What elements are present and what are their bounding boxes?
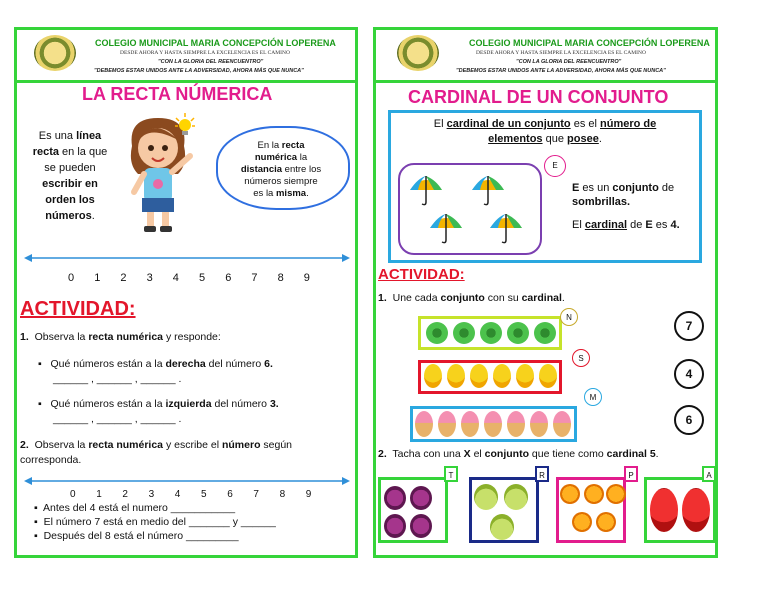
set-e-label: E — [544, 155, 566, 177]
icecream-icon — [415, 411, 433, 437]
chick-icon — [470, 364, 488, 388]
icecream-icon — [530, 411, 548, 437]
clover-icon — [507, 322, 529, 344]
strawberry-icon — [682, 488, 710, 532]
cardinal-7[interactable]: 7 — [674, 311, 704, 341]
icecream-icon — [484, 411, 502, 437]
left-slogan-1: "CON LA GLORIA DEL REENCUENTRO" — [158, 59, 264, 65]
tick-label-5: 5 — [199, 272, 206, 284]
pear-icon — [504, 484, 528, 510]
tick-label-6: 6 — [227, 489, 233, 500]
icecream-icon — [438, 411, 456, 437]
icecream-icon — [507, 411, 525, 437]
tick-label-9: 9 — [303, 272, 310, 284]
set-n-label: N — [560, 308, 578, 326]
chick-icon — [493, 364, 511, 388]
question-1: 1. Observa la recta numérica y responde: — [20, 331, 221, 343]
right-school-name: COLEGIO MUNICIPAL MARIA CONCEPCIÓN LOPERENA — [469, 38, 710, 48]
left-school-logo — [34, 35, 76, 71]
orange-icon — [572, 512, 592, 532]
clover-icon — [480, 322, 502, 344]
left-motto: DESDE AHORA Y HASTA SIEMPRE LA EXCELENCIA ES EL CAMINO — [120, 50, 290, 56]
question-1a: ▪ Qué números están a la derecha del número 6. — [38, 358, 273, 370]
number-line-main — [24, 250, 350, 266]
right-slogan-2: "DEBEMOS ESTAR UNIDOS ANTE LA ADVERSIDAD, AHORA MÁS QUE NUNCA" — [456, 68, 666, 74]
right-activity-heading: ACTIVIDAD: — [378, 266, 465, 283]
tick-label-4: 4 — [172, 272, 179, 284]
chick-icon — [516, 364, 534, 388]
orange-icon — [606, 484, 626, 504]
grape-icon — [384, 486, 406, 510]
tick-label-1: 1 — [96, 489, 102, 500]
question-1b: ▪ Qué números están a la izquierda del número 3. — [38, 398, 279, 410]
right-school-logo — [397, 35, 439, 71]
clover-icon — [426, 322, 448, 344]
tick-label-1: 1 — [94, 272, 101, 284]
tick-label-5: 5 — [201, 489, 207, 500]
right-motto: DESDE AHORA Y HASTA SIEMPRE LA EXCELENCIA ES EL CAMINO — [476, 50, 646, 56]
right-title: CARDINAL DE UN CONJUNTO — [408, 87, 669, 107]
cloud-text: En la recta numérica la distancia entre los números siempre es la misma. — [240, 140, 322, 199]
tick-label-2: 2 — [120, 272, 127, 284]
tick-label-0: 0 — [70, 489, 76, 500]
fill-blank-1[interactable]: ▪ Antes del 4 está el numero ___________ — [34, 502, 236, 514]
umbrellas-group — [406, 170, 536, 250]
chick-icon — [424, 364, 442, 388]
answer-blanks-1b[interactable]: ______ , ______ , ______ . — [53, 413, 182, 425]
icecream-icon — [553, 411, 571, 437]
chick-icon — [539, 364, 557, 388]
cardinal-definition: El cardinal de un conjunto es el número de elementos que posee. — [433, 118, 657, 145]
fill-blank-2[interactable]: ▪ El número 7 está en medio del _______ y ______ — [34, 516, 276, 528]
tick-label-3: 3 — [146, 272, 153, 284]
pear-icon — [474, 484, 498, 510]
set-e-cardinal: El cardinal de E es 4. — [572, 219, 680, 231]
right-slogan-1: "CON LA GLORIA DEL REENCUENTRO" — [516, 59, 622, 65]
tick-label-7: 7 — [251, 272, 258, 284]
set-r-label: R — [535, 466, 549, 482]
orange-icon — [584, 484, 604, 504]
grape-icon — [410, 514, 432, 538]
question-2: 2. Observa la recta numérica y escribe el número según corresponda. — [20, 439, 293, 466]
set-e-description: E es un conjunto de sombrillas. — [572, 182, 675, 208]
cardinal-6[interactable]: 6 — [674, 405, 704, 435]
tick-label-8: 8 — [277, 272, 284, 284]
right-header-divider — [373, 80, 718, 83]
clover-icon — [453, 322, 475, 344]
tick-label-9: 9 — [305, 489, 312, 500]
tick-label-8: 8 — [279, 489, 286, 500]
left-school-name: COLEGIO MUNICIPAL MARIA CONCEPCIÓN LOPERENA — [95, 38, 336, 48]
right-question-2: 2. Tacha con una X el conjunto que tiene como cardinal 5. — [378, 448, 659, 460]
icecream-icon — [461, 411, 479, 437]
cardinal-4[interactable]: 4 — [674, 359, 704, 389]
right-question-1: 1. Une cada conjunto con su cardinal. — [378, 292, 565, 304]
set-a-label: A — [702, 466, 716, 482]
tick-label-7: 7 — [253, 489, 259, 500]
pear-icon — [490, 514, 514, 540]
grape-icon — [410, 486, 432, 510]
set-t-label: T — [444, 466, 458, 482]
left-header-divider — [14, 80, 358, 83]
left-activity-heading: ACTIVIDAD: — [20, 298, 136, 320]
chick-icon — [447, 364, 465, 388]
fill-blank-3[interactable]: ▪ Después del 8 está el número _________ — [34, 530, 239, 542]
tick-label-0: 0 — [68, 272, 75, 284]
set-s-label: S — [572, 349, 590, 367]
tick-label-3: 3 — [148, 489, 155, 500]
tick-label-2: 2 — [122, 489, 128, 500]
set-m-label: M — [584, 388, 602, 406]
set-p-label: P — [624, 466, 638, 482]
line-definition: Es una línea recta en la que se pueden escribir en orden los números. — [32, 130, 108, 222]
clover-icon — [534, 322, 556, 344]
answer-blanks-1a[interactable]: ______ , ______ , ______ . — [53, 373, 182, 385]
orange-icon — [596, 512, 616, 532]
grape-icon — [384, 514, 406, 538]
lightbulb-icon — [174, 112, 196, 138]
orange-icon — [560, 484, 580, 504]
strawberry-icon — [650, 488, 678, 532]
tick-label-4: 4 — [174, 489, 181, 500]
left-slogan-2: "DEBEMOS ESTAR UNIDOS ANTE LA ADVERSIDAD, AHORA MÁS QUE NUNCA" — [94, 68, 304, 74]
number-line-small — [24, 474, 350, 488]
left-title: LA RECTA NÚMERICA — [82, 84, 273, 104]
tick-label-6: 6 — [225, 272, 232, 284]
